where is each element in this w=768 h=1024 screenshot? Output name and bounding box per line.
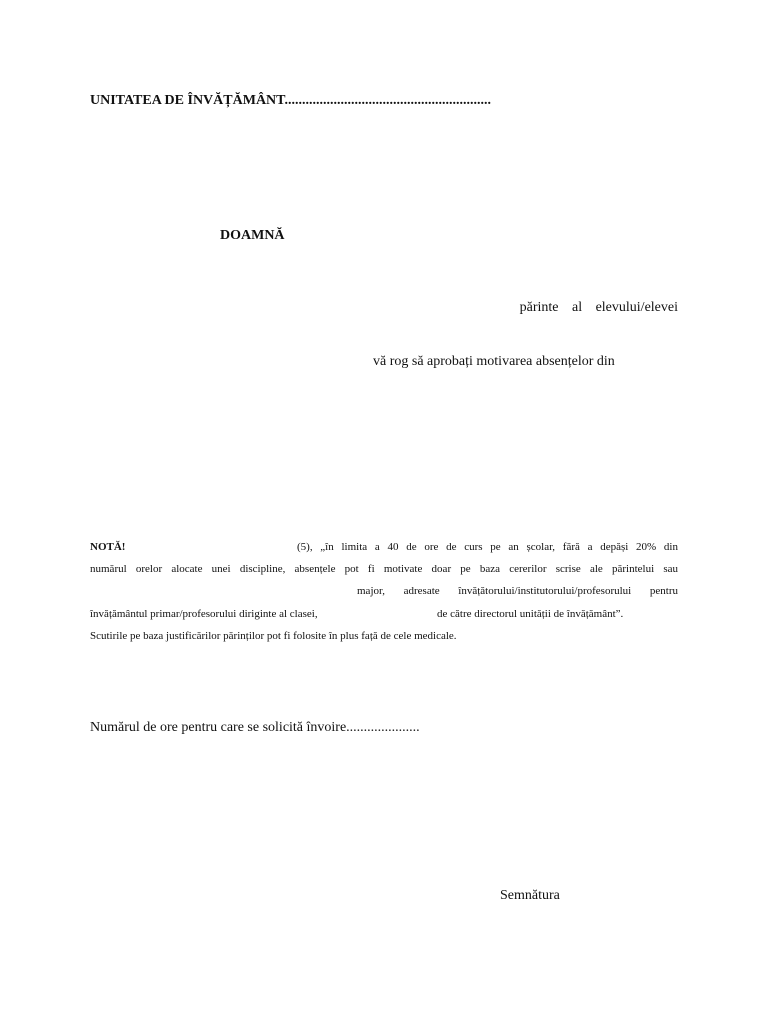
- note-label: NOTĂ!: [90, 541, 126, 553]
- signature-label: Semnătura: [500, 888, 560, 903]
- school-unit-line: UNITATEA DE ÎNVĂȚĂMÂNT...........................................................: [90, 93, 491, 108]
- note-line: (5), „în limita a 40 de ore de curs pe an școlar, fără a depăși 20% din: [297, 541, 678, 553]
- note-line: major, adresate învățătorului/institutorului/profesorului pentru: [357, 585, 678, 597]
- salutation: DOAMNĂ: [220, 228, 285, 243]
- parent-line: părinte al elevului/elevei: [519, 300, 678, 315]
- note-line: de către directorul unității de învățământ”.: [437, 608, 624, 620]
- note-line: Scutirile pe baza justificărilor părinților pot fi folosite în plus față de cele medicale.: [90, 630, 457, 642]
- note-line: numărul orelor alocate unei discipline, absențele pot fi motivate doar pe baza cererilor scrise ale părintelui sau: [90, 563, 678, 575]
- hours-requested-line: Numărul de ore pentru care se solicită învoire.....................: [90, 720, 420, 735]
- note-line: învățământul primar/profesorului diriginte al clasei,: [90, 608, 318, 620]
- request-line: vă rog să aprobați motivarea absențelor din: [373, 354, 615, 369]
